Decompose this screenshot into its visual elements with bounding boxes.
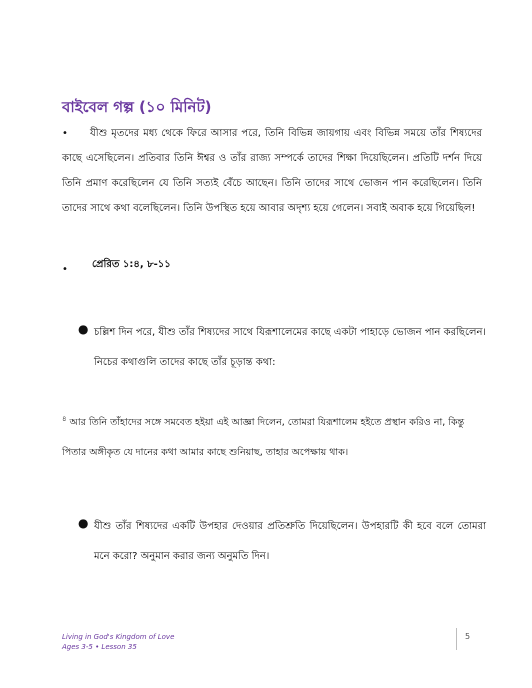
page-number: 5: [465, 632, 471, 641]
scripture-quote: [62, 404, 482, 468]
bullet-dot: •: [62, 128, 68, 139]
bullet-circle: ●: [78, 516, 89, 530]
story-intro-paragraph: যীশু মৃতদের মধ্য থেকে ফিরে আসার পরে, তিনি বিভিন্ন জায়গায় এবং বিভিন্ন সময়ে তাঁর শিষ্যদের কাছে এসেছিলেন। প্রতিবার তিনি ঈশ্বর ও তাঁর রাজ্য সম্পর্কে তাদের শিক্ষা দিয়েছিলেন। প্রতিটি দর্শন দিয়ে তিনি প্রমাণ করেছিলেন যে তিনি সত্যই বেঁচে আছেন। তিনি তাদের সাথে ভোজন পান করেছিলেন। তিনি তাদের সাথে কথা বলেছিলেন। তিনি উপস্থিত হয়ে আবার অদৃশ্য হয়ে গেলেন। সবাই অবাক হয়ে গিয়েছিল!: [62, 128, 482, 214]
page-footer: [62, 632, 174, 652]
bullet-circle: ●: [78, 322, 89, 336]
page-number-box: [456, 628, 479, 650]
story-context-paragraph: চল্লিশ দিন পরে, যীশু তাঁর শিষ্যদের সাথে যিরূশালেমের কাছে একটা পাহাড়ে ভোজন পান করছিলেন। নিচের কথাগুলি তাদের কাছে তাঁর চূড়ান্ত কথা:: [94, 327, 486, 368]
scripture-quote-text: আর তিনি তাঁহাদের সঙ্গে সমবেত হইয়া এই আজ্ঞা দিলেন, তোমরা যিরূশালেম হইতে প্রস্থান করিও না, কিন্তু পিতার অঙ্গীকৃত যে দানের কথা আমার কাছে শুনিয়াছ, তাহার অপেক্ষায় থাক।: [62, 417, 465, 459]
bullet-dot: •: [62, 264, 68, 275]
section-heading: বাইবেল গল্প (১০ মিনিট): [62, 98, 212, 116]
footer-subtitle: Ages 3-5 • Lesson 35: [62, 643, 137, 651]
discussion-question-paragraph: যীশু তাঁর শিষ্যদের একটি উপহার দেওয়ার প্রতিশ্রুতি দিয়েছিলেন। উপহারটি কী হবে বলে তোমরা মনে করো? অনুমান করার জন্য অনুমতি দিন।: [94, 521, 486, 562]
verse-number: ৪: [62, 415, 67, 423]
scripture-reference: প্রেরিত ১:৪, ৮-১১: [92, 259, 171, 270]
footer-title: Living in God's Kingdom of Love: [62, 633, 175, 641]
